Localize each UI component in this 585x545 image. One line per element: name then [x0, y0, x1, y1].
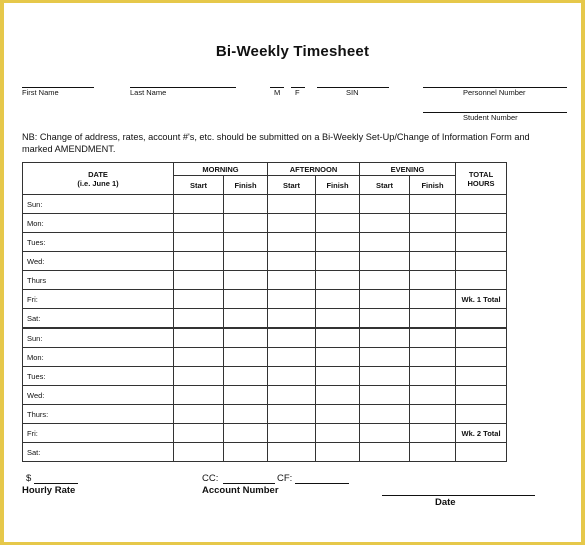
table-row [23, 233, 507, 252]
time-cell[interactable] [224, 233, 268, 252]
date-header-label: DATE [88, 169, 108, 179]
time-cell[interactable] [174, 214, 224, 233]
week1-total-cell[interactable] [456, 309, 507, 329]
total-cell[interactable] [456, 271, 507, 290]
time-cell[interactable] [268, 195, 316, 214]
time-cell[interactable] [174, 443, 224, 462]
time-cell[interactable] [268, 290, 316, 309]
date-header [23, 163, 174, 195]
total-cell[interactable] [456, 233, 507, 252]
time-cell[interactable] [268, 252, 316, 271]
time-cell[interactable] [316, 290, 360, 309]
time-cell[interactable] [174, 290, 224, 309]
time-cell[interactable] [360, 214, 410, 233]
afternoon-start: Start [268, 176, 316, 195]
week2-total-label: Wk. 2 Total [456, 424, 507, 443]
sin-label: SIN [346, 88, 359, 97]
week1-total-label: Wk. 1 Total [456, 290, 507, 309]
day-label: Mon: [23, 348, 174, 367]
last-name-label: Last Name [130, 88, 167, 97]
table-row [23, 290, 507, 309]
time-cell[interactable] [360, 290, 410, 309]
table-row [23, 424, 507, 443]
time-cell[interactable] [316, 443, 360, 462]
time-cell[interactable] [224, 386, 268, 405]
hourly-rate-line[interactable] [34, 483, 78, 484]
time-cell[interactable] [360, 252, 410, 271]
account-number-label [202, 485, 279, 496]
table-row [23, 309, 507, 329]
time-cell[interactable] [174, 309, 224, 329]
evening-start: Start [360, 176, 410, 195]
time-cell[interactable] [316, 252, 360, 271]
time-cell[interactable] [224, 405, 268, 424]
table-row [23, 386, 507, 405]
week2-total-cell[interactable] [456, 443, 507, 462]
time-cell[interactable] [268, 328, 316, 348]
cf-label: CF: [277, 473, 293, 484]
time-cell[interactable] [410, 424, 456, 443]
time-cell[interactable] [410, 271, 456, 290]
time-cell[interactable] [316, 386, 360, 405]
time-cell[interactable] [268, 405, 316, 424]
time-cell[interactable] [268, 214, 316, 233]
time-cell[interactable] [268, 443, 316, 462]
f-label: F [295, 88, 300, 97]
day-label: Sat: [23, 309, 174, 329]
time-cell[interactable] [410, 386, 456, 405]
time-cell[interactable] [268, 386, 316, 405]
total-cell[interactable] [456, 367, 507, 386]
day-label: Thurs [23, 271, 174, 290]
afternoon-finish: Finish [316, 176, 360, 195]
time-cell[interactable] [174, 424, 224, 443]
date-text: Date [435, 497, 456, 508]
total-cell[interactable] [456, 405, 507, 424]
time-cell[interactable] [174, 348, 224, 367]
time-cell[interactable] [360, 386, 410, 405]
total-hours-header: TOTAL HOURS [456, 163, 507, 195]
time-cell[interactable] [174, 405, 224, 424]
time-cell[interactable] [360, 195, 410, 214]
time-cell[interactable] [224, 252, 268, 271]
dollar-sign: $ [26, 473, 32, 484]
amendment-note: NB: Change of address, rates, account #'s, etc. should be submitted on a Bi-Weekly Set-Up/Change of Information Form and marked AMENDMENT. [22, 132, 530, 154]
total-cell[interactable] [456, 195, 507, 214]
time-cell[interactable] [360, 309, 410, 329]
personnel-number-label: Personnel Number [463, 88, 526, 97]
time-cell[interactable] [316, 348, 360, 367]
hourly-rate-label [22, 485, 75, 496]
time-cell[interactable] [410, 252, 456, 271]
time-cell[interactable] [316, 233, 360, 252]
time-cell[interactable] [224, 290, 268, 309]
morning-finish: Finish [224, 176, 268, 195]
cc-line[interactable] [223, 483, 275, 484]
time-cell[interactable] [316, 405, 360, 424]
time-cell[interactable] [360, 367, 410, 386]
day-label: Fri: [23, 290, 174, 309]
day-label: Fri: [23, 424, 174, 443]
date-line[interactable] [382, 495, 535, 496]
cc-label: CC: [202, 473, 219, 484]
table-row [23, 214, 507, 233]
time-cell[interactable] [410, 233, 456, 252]
day-label: Wed: [23, 386, 174, 405]
time-cell[interactable] [360, 424, 410, 443]
time-cell[interactable] [360, 443, 410, 462]
total-cell[interactable] [456, 252, 507, 271]
time-cell[interactable] [360, 405, 410, 424]
hourly-rate-text: Hourly Rate [22, 485, 76, 496]
day-label: Sun: [23, 328, 174, 348]
time-cell[interactable] [224, 348, 268, 367]
time-cell[interactable] [174, 328, 224, 348]
time-cell[interactable] [224, 271, 268, 290]
time-cell[interactable] [316, 309, 360, 329]
time-cell[interactable] [316, 367, 360, 386]
table-row [23, 195, 507, 214]
time-cell[interactable] [410, 405, 456, 424]
time-cell[interactable] [316, 195, 360, 214]
total-cell[interactable] [456, 214, 507, 233]
afternoon-header: AFTERNOON [268, 163, 360, 176]
time-cell[interactable] [360, 348, 410, 367]
time-cell[interactable] [410, 214, 456, 233]
time-cell[interactable] [224, 195, 268, 214]
time-cell[interactable] [360, 233, 410, 252]
time-cell[interactable] [224, 424, 268, 443]
student-number-label: Student Number [463, 113, 518, 122]
total-cell[interactable] [456, 348, 507, 367]
time-cell[interactable] [224, 309, 268, 329]
table-row [23, 271, 507, 290]
time-cell[interactable] [268, 348, 316, 367]
time-cell[interactable] [410, 443, 456, 462]
time-cell[interactable] [316, 214, 360, 233]
day-label: Sat: [23, 443, 174, 462]
time-cell[interactable] [360, 271, 410, 290]
time-cell[interactable] [410, 328, 456, 348]
morning-start: Start [174, 176, 224, 195]
day-label: Tues: [23, 233, 174, 252]
time-cell[interactable] [410, 195, 456, 214]
morning-header: MORNING [174, 163, 268, 176]
time-cell[interactable] [410, 348, 456, 367]
day-label: Sun: [23, 195, 174, 214]
day-label: Tues: [23, 367, 174, 386]
total-cell[interactable] [456, 328, 507, 348]
time-cell[interactable] [268, 367, 316, 386]
table-row [23, 367, 507, 386]
time-cell[interactable] [174, 233, 224, 252]
time-cell[interactable] [174, 271, 224, 290]
time-cell[interactable] [174, 252, 224, 271]
evening-header: EVENING [360, 163, 456, 176]
time-cell[interactable] [224, 443, 268, 462]
time-cell[interactable] [174, 386, 224, 405]
time-cell[interactable] [316, 271, 360, 290]
time-cell[interactable] [410, 367, 456, 386]
time-cell[interactable] [174, 195, 224, 214]
cf-line[interactable] [295, 483, 349, 484]
time-cell[interactable] [268, 309, 316, 329]
day-label: Thurs: [23, 405, 174, 424]
time-cell[interactable] [174, 367, 224, 386]
first-name-label: First Name [22, 88, 59, 97]
time-cell[interactable] [268, 233, 316, 252]
time-cell[interactable] [224, 214, 268, 233]
day-label: Mon: [23, 214, 174, 233]
evening-finish: Finish [410, 176, 456, 195]
table-row [23, 443, 507, 462]
date-label [435, 497, 456, 508]
date-header-sub: (i.e. June 1) [77, 178, 119, 188]
time-cell[interactable] [224, 328, 268, 348]
day-label: Wed: [23, 252, 174, 271]
time-cell[interactable] [224, 367, 268, 386]
total-cell[interactable] [456, 386, 507, 405]
table-row [23, 348, 507, 367]
table-row [23, 328, 507, 348]
table-row [23, 252, 507, 271]
timesheet-page [4, 3, 581, 542]
time-cell[interactable] [410, 290, 456, 309]
time-cell[interactable] [360, 328, 410, 348]
time-cell[interactable] [410, 309, 456, 329]
account-number-text: Account Number [202, 485, 279, 496]
time-cell[interactable] [268, 271, 316, 290]
time-cell[interactable] [316, 328, 360, 348]
time-cell[interactable] [316, 424, 360, 443]
timesheet-table [22, 162, 507, 462]
page-title: Bi-Weekly Timesheet [215, 43, 370, 60]
table-row [23, 405, 507, 424]
m-label: M [274, 88, 281, 97]
time-cell[interactable] [268, 424, 316, 443]
